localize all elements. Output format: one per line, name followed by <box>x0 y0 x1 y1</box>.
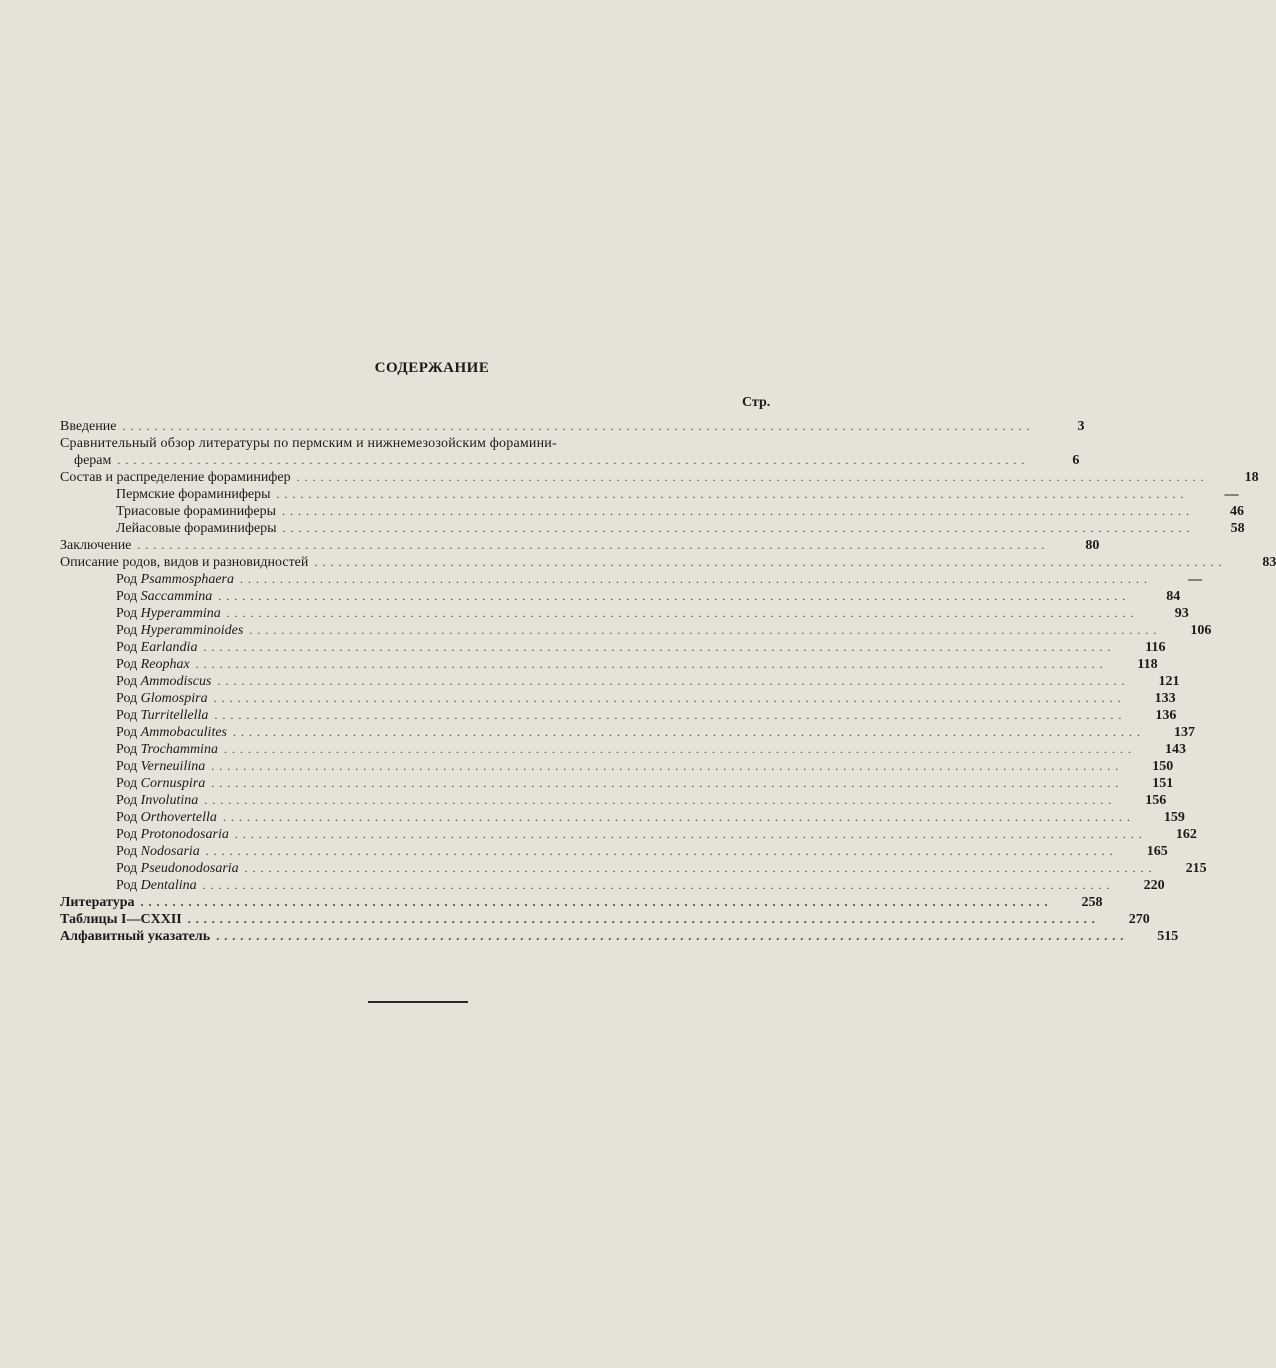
page-number: 165 <box>1146 844 1168 859</box>
leader-dots: .................................................................................................................. <box>202 878 1115 892</box>
leader-dots: .................................................................................................................. <box>217 674 1130 688</box>
toc-entry-genus <box>60 741 1186 758</box>
leader-dots: .................................................................................................................. <box>281 504 1194 518</box>
page-number: 151 <box>1152 776 1174 791</box>
leader-dots: .................................................................................................................. <box>187 912 1100 926</box>
genus-prefix: Род <box>116 759 138 774</box>
page-number: 84 <box>1166 589 1181 604</box>
leader-dots: .................................................................................................................. <box>137 538 1050 552</box>
leader-dots: .................................................................................................................. <box>276 487 1189 501</box>
genus-name: Glomospira <box>140 691 208 706</box>
genus-name: Reophax <box>140 657 190 672</box>
leader-dots: .................................................................................................................. <box>233 725 1145 739</box>
toc-entry-plates: Таблицы I—CXXII .................................................................................................................. 270 <box>60 912 1150 927</box>
page-number: — <box>1188 572 1203 587</box>
toc-entry-genus <box>60 707 1177 724</box>
leader-dots: .................................................................................................................. <box>240 572 1153 586</box>
toc-entry-literature-review-line1: Сравнительный обзор литературы по пермским и нижнемезозойским форамини- <box>60 436 557 451</box>
leader-dots: .................................................................................................................. <box>140 895 1053 909</box>
leader-dots: .................................................................................................................. <box>296 470 1209 484</box>
genus-name: Cornuspira <box>140 776 206 791</box>
leader-dots: .................................................................................................................. <box>222 810 1135 824</box>
genus-name: Verneuilina <box>140 759 206 774</box>
toc-entry-genus <box>60 673 1180 690</box>
toc-entry-genus <box>60 860 1207 877</box>
page-number: 121 <box>1158 674 1180 689</box>
toc-entry-introduction: Введение .................................................................................................................. 3 <box>60 419 1085 434</box>
genus-prefix: Род <box>116 827 138 842</box>
genus-name: Turritellella <box>140 708 209 723</box>
leader-dots: .................................................................................................................. <box>216 929 1129 943</box>
page-number: 106 <box>1190 623 1212 638</box>
leader-dots: .................................................................................................................. <box>195 657 1108 671</box>
genus-prefix: Род <box>116 810 138 825</box>
genus-name: Nodosaria <box>140 844 200 859</box>
toc-entry-genus <box>60 724 1195 741</box>
leader-dots: .................................................................................................................. <box>213 691 1126 705</box>
leader-dots: .................................................................................................................. <box>117 453 1030 467</box>
page-title: СОДЕРЖАНИЕ <box>374 360 490 376</box>
page-number: 159 <box>1163 810 1185 825</box>
toc-entry-genus <box>60 792 1167 809</box>
page-number: 93 <box>1174 606 1189 621</box>
toc-entry-genus <box>60 690 1176 707</box>
toc-entry-triassic: Триасовые фораминиферы .................................................................................................................. 46 <box>116 504 1244 519</box>
genera-list <box>60 571 1212 894</box>
leader-dots: .................................................................................................................. <box>226 606 1139 620</box>
genus-prefix: Род <box>116 844 138 859</box>
toc-entry-genus <box>60 571 1203 588</box>
page-number: 116 <box>1145 640 1166 655</box>
leader-dots: .................................................................................................................. <box>214 708 1127 722</box>
genus-prefix: Род <box>116 725 138 740</box>
leader-dots: .................................................................................................................. <box>244 861 1157 875</box>
genus-prefix: Род <box>116 742 138 757</box>
genus-name: Orthovertella <box>140 810 217 825</box>
leader-dots: .................................................................................................................. <box>205 844 1118 858</box>
genus-prefix: Род <box>116 606 138 621</box>
genus-name: Hyperamminoides <box>140 623 244 638</box>
toc-entry-conclusion: Заключение .................................................................................................................. 80 <box>60 538 1100 553</box>
genus-name: Protonodosaria <box>140 827 229 842</box>
genus-prefix: Род <box>116 793 138 808</box>
leader-dots: .................................................................................................................. <box>234 827 1147 841</box>
closing-rule <box>368 1001 468 1003</box>
leader-dots: .................................................................................................................. <box>204 793 1117 807</box>
leader-dots: .................................................................................................................. <box>203 640 1116 654</box>
toc-entry-index: Алфавитный указатель .................................................................................................................. 515 <box>60 929 1179 944</box>
leader-dots: .................................................................................................................. <box>122 419 1035 433</box>
toc-entry-genus <box>60 605 1189 622</box>
leader-dots: .................................................................................................................. <box>314 555 1227 569</box>
page-number: 136 <box>1155 708 1177 723</box>
page-number: 150 <box>1152 759 1174 774</box>
genus-name: Psammosphaera <box>140 572 235 587</box>
genus-prefix: Род <box>116 589 138 604</box>
genus-name: Involutina <box>140 793 199 808</box>
genus-prefix: Род <box>116 878 138 893</box>
genus-prefix: Род <box>116 776 138 791</box>
genus-prefix: Род <box>116 640 138 655</box>
genus-prefix: Род <box>116 674 138 689</box>
toc-entry-descriptions: Описание родов, видов и разновидностей .................................................................................................................. 83 <box>60 555 1276 570</box>
genus-name: Saccammina <box>140 589 213 604</box>
page-number: 143 <box>1164 742 1186 757</box>
toc-entry-genus <box>60 639 1166 656</box>
genus-name: Pseudonodosaria <box>140 861 239 876</box>
toc-entry-genus <box>60 758 1174 775</box>
leader-dots: .................................................................................................................. <box>282 521 1195 535</box>
genus-prefix: Род <box>116 657 138 672</box>
page-number: 215 <box>1185 861 1207 876</box>
toc-entry-literature-review: ферам .................................................................................................................. 6 <box>74 453 1080 468</box>
toc-entry-composition: Состав и распределение фораминифер .................................................................................................................. 18 <box>60 470 1259 485</box>
page-number: 220 <box>1143 878 1165 893</box>
toc-entry-genus <box>60 843 1168 860</box>
genus-prefix: Род <box>116 623 138 638</box>
genus-name: Trochammina <box>140 742 218 757</box>
toc-entry-genus <box>60 775 1174 792</box>
toc-entry-genus <box>60 877 1165 894</box>
toc-entry-literature: Литература .................................................................................................................. 258 <box>60 895 1103 910</box>
toc-entry-genus <box>60 622 1212 639</box>
table-of-contents <box>60 418 1276 945</box>
leader-dots: .................................................................................................................. <box>211 759 1124 773</box>
genus-name: Hyperammina <box>140 606 221 621</box>
leader-dots: .................................................................................................................. <box>211 776 1124 790</box>
genus-prefix: Род <box>116 708 138 723</box>
toc-entry-genus <box>60 826 1197 843</box>
genus-prefix: Род <box>116 572 138 587</box>
page-number: 156 <box>1145 793 1167 808</box>
page-number: 133 <box>1154 691 1176 706</box>
genus-name: Earlandia <box>140 640 198 655</box>
page-number: 162 <box>1175 827 1197 842</box>
toc-entry-genus <box>60 809 1185 826</box>
toc-entry-genus <box>60 656 1158 673</box>
page-number: 118 <box>1137 657 1158 672</box>
genus-name: Ammobaculites <box>140 725 227 740</box>
leader-dots: .................................................................................................................. <box>249 623 1162 637</box>
genus-name: Dentalina <box>140 878 197 893</box>
genus-prefix: Род <box>116 861 138 876</box>
page-column-header: Стр. <box>742 395 771 410</box>
genus-prefix: Род <box>116 691 138 706</box>
leader-dots: .................................................................................................................. <box>223 742 1136 756</box>
toc-entry-liassic: Лейасовые фораминиферы .................................................................................................................. 58 <box>116 521 1245 536</box>
genus-name: Ammodiscus <box>140 674 212 689</box>
toc-entry-genus <box>60 588 1181 605</box>
leader-dots: .................................................................................................................. <box>218 589 1131 603</box>
toc-entry-permian: Пермские фораминиферы .................................................................................................................. — <box>116 487 1239 502</box>
page-number: 137 <box>1174 725 1195 740</box>
